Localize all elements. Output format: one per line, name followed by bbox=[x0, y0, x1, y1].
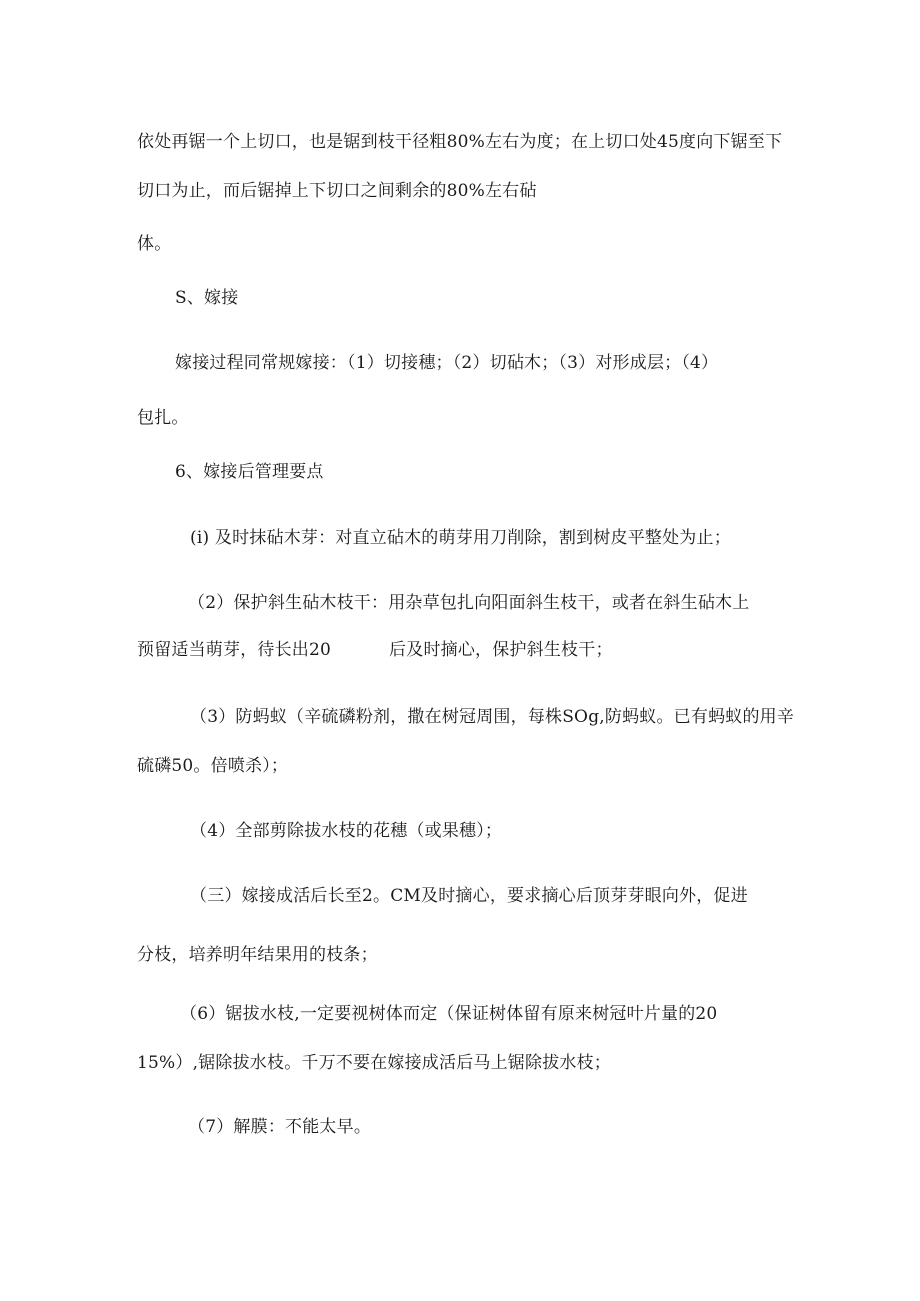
list-item-text: 后及时摘心，保护斜生枝干； bbox=[389, 640, 613, 660]
paragraph-line: 包扎。 bbox=[137, 408, 189, 428]
list-item: （三）嫁接成活后长至2。CM及时摘心，要求摘心后顶芽芽眼向外，促进 bbox=[190, 886, 748, 906]
list-item: （2）保护斜生砧木枝干：用杂草包扎向阳面斜生枝干，或者在斜生砧木上 bbox=[188, 593, 750, 613]
paragraph-line: 体。 bbox=[137, 234, 172, 254]
list-item: （6）锯拔水枝,一定要视树体而定（保证树体留有原来树冠叶片量的20 bbox=[180, 1004, 718, 1024]
section-heading: 6、嫁接后管理要点 bbox=[175, 462, 324, 482]
list-item-continuation bbox=[137, 639, 613, 661]
paragraph-line: 依处再锯一个上切口，也是锯到枝干径粗80%左右为度；在上切口处45度向下锯至下 bbox=[137, 132, 783, 152]
list-item: （4）全部剪除拔水枝的花穗（或果穗）； bbox=[190, 821, 503, 841]
paragraph-line: 嫁接过程同常规嫁接：（1）切接穗；（2）切砧木；（3）对形成层；（4） bbox=[175, 353, 719, 373]
list-item-continuation: 15%）,锯除拔水枝。千万不要在嫁接成活后马上锯除拔水枝； bbox=[137, 1053, 611, 1073]
list-item: (i) 及时抹砧木芽：对直立砧木的萌芽用刀削除，割到树皮平整处为止； bbox=[190, 528, 731, 548]
section-heading: S、嫁接 bbox=[175, 288, 239, 308]
list-item-continuation: 分枝，培养明年结果用的枝条； bbox=[137, 945, 378, 965]
list-item-text: 预留适当萌芽，待长出20 bbox=[137, 640, 332, 660]
list-item: （3）防蚂蚁（辛硫磷粉剂，撒在树冠周围，每株SOg,防蚂蚁。已有蚂蚁的用辛 bbox=[190, 707, 795, 727]
paragraph-line: 切口为止，而后锯掉上下切口之间剩余的80%左右砧 bbox=[137, 181, 537, 201]
list-item: （7）解膜：不能太早。 bbox=[188, 1117, 372, 1137]
list-item-continuation: 硫磷50。倍喷杀）； bbox=[137, 756, 289, 776]
